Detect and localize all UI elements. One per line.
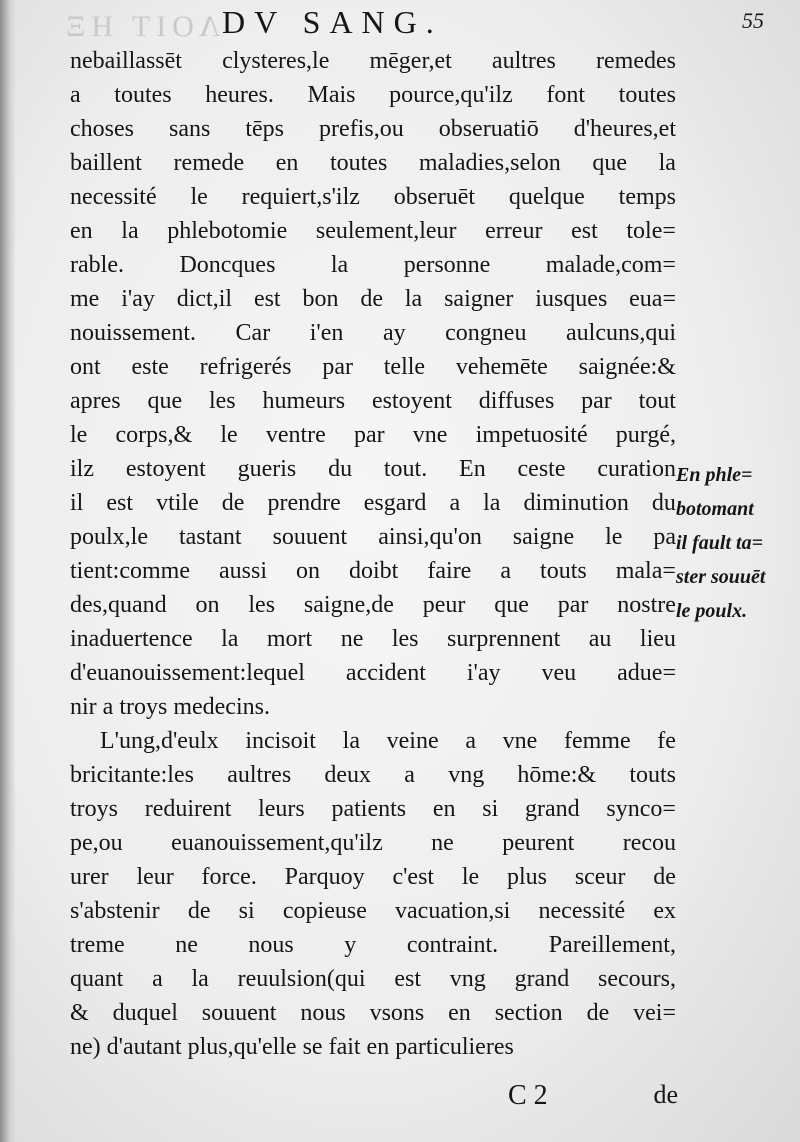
- text-line: treme ne nous y contraint. Pareillement,: [70, 932, 676, 958]
- text-line: rable. Doncques la personne malade,com=: [70, 252, 676, 278]
- text-line: tient:comme aussi on doibt faire a touts mala=: [70, 558, 676, 584]
- text-line: ilz estoyent gueris du tout. En ceste curation: [70, 456, 676, 482]
- text-line: urer leur force. Parquoy c'est le plus sceur de: [70, 864, 676, 890]
- text-line: necessité le requiert,s'ilz obseruēt quelque temps: [70, 184, 676, 210]
- margin-note: [676, 458, 796, 628]
- text-line: ne) d'autant plus,qu'elle se fait en particulieres: [70, 1034, 514, 1060]
- bleed-through-text: ΛΟΙΤ ΗΞ: [60, 10, 221, 43]
- margin-note-line: il fault ta=: [676, 532, 763, 554]
- page-number: 55: [742, 8, 764, 33]
- margin-note-line: En phle=: [676, 464, 753, 486]
- text-line: nir a troys medecins.: [70, 694, 270, 720]
- text-line: bricitante:les aultres deux a vng hōme:& touts: [70, 762, 676, 788]
- text-line: me i'ay dict,il est bon de la saigner iusques eua=: [70, 286, 676, 312]
- margin-note-line: le poulx.: [676, 600, 748, 622]
- running-head-title: DV SANG.: [222, 4, 443, 40]
- text-line: d'euanouissement:lequel accident i'ay veu adue=: [70, 660, 676, 686]
- page-gutter-shadow: [0, 0, 16, 1142]
- margin-note-line: ster souuēt: [676, 566, 766, 588]
- main-text-block: [70, 44, 676, 1064]
- text-line: ont este refrigerés par telle vehemēte saignée:&: [70, 354, 676, 380]
- text-line: choses sans tēps prefis,ou obseruatiō d'heures,et: [70, 116, 676, 142]
- signature-mark: C 2: [508, 1080, 548, 1111]
- text-line: pe,ou euanouissement,qu'ilz ne peurent recou: [70, 830, 676, 856]
- text-line: nebaillassēt clysteres,le mēger,et aultres remedes: [70, 48, 676, 74]
- text-line: le corps,& le ventre par vne impetuosité purgé,: [70, 422, 676, 448]
- text-line: quant a la reuulsion(qui est vng grand secours,: [70, 966, 676, 992]
- text-line: troys reduirent leurs patients en si grand synco=: [70, 796, 676, 822]
- margin-note-line: botomant: [676, 498, 754, 520]
- text-line: des,quand on les saigne,de peur que par nostre: [70, 592, 676, 618]
- text-line: apres que les humeurs estoyent diffuses par tout: [70, 388, 676, 414]
- text-line: il est vtile de prendre esgard a la diminution du: [70, 490, 676, 516]
- text-line: baillent remede en toutes maladies,selon que la: [70, 150, 676, 176]
- text-line: s'abstenir de si copieuse vacuation,si necessité ex: [70, 898, 676, 924]
- text-line: & duquel souuent nous vsons en section de vei=: [70, 1000, 676, 1026]
- catchword: de: [653, 1080, 678, 1109]
- page-footer: [508, 1080, 678, 1112]
- text-line: inaduertence la mort ne les surprennent au lieu: [70, 626, 676, 652]
- text-line: L'ung,d'eulx incisoit la veine a vne femme fe: [100, 728, 676, 754]
- text-line: a toutes heures. Mais pource,qu'ilz font toutes: [70, 82, 676, 108]
- text-line: poulx,le tastant souuent ainsi,qu'on saigne le pa: [70, 524, 676, 550]
- text-line: en la phlebotomie seulement,leur erreur est tole=: [70, 218, 676, 244]
- text-line: nouissement. Car i'en ay congneu aulcuns,qui: [70, 320, 676, 346]
